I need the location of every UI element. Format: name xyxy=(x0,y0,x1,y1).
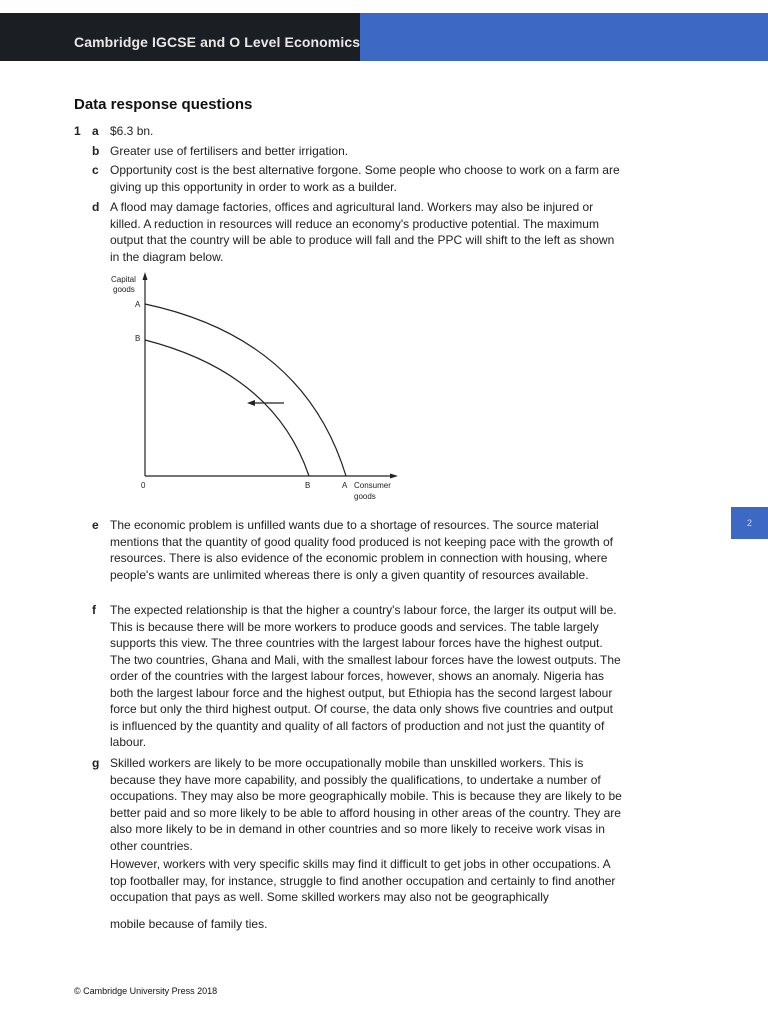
shift-arrow-head xyxy=(247,400,255,406)
answer-c: Opportunity cost is the best alternative forgone. Some people who choose to work on a farm are giving up this opportunity in order to work as a builder. xyxy=(110,163,620,194)
ppc-diagram xyxy=(104,268,404,508)
answer-g-paragraph-2: However, workers with very specific skills may find it difficult to get jobs in other occupations. A top footballer may, for instance, struggle to find another occupation and certainly to find another occupation that pays as well. Some skilled workers may also not be geographically xyxy=(110,857,616,904)
answer-e: The economic problem is unfilled wants due to a shortage of resources. The source material mentions that the quantity of good quality food produced is not keeping pace with the growth of resources. There is also evidence of the economic problem in connection with housing, where people's wants are unlimited whereas there is only a given quantity of resources available. xyxy=(110,518,613,582)
x-axis-arrow xyxy=(390,474,398,479)
origin-label: 0 xyxy=(141,481,146,490)
x-point-b: B xyxy=(305,481,311,490)
part-f-label: f xyxy=(92,603,96,617)
question-number: 1 xyxy=(74,124,81,138)
book-title: Cambridge IGCSE and O Level Economics xyxy=(74,34,361,50)
answer-f: The expected relationship is that the higher a country's labour force, the larger its output will be. This is because there will be more workers to produce goods and services. The table largely supports this view. The three countries with the largest labour forces have the highest output. The two countries, Ghana and Mali, with the smallest labour forces have the lowest outputs. The order of the countries with the largest labour forces, however, shows an anomaly. Nigeria has both the largest labour force and the highest output, but Ethiopia has the second largest labour force but only the third highest output. Of course, the data only shows five countries and output is influenced by the quantity and quality of all factors of production and not just the quantity of labour. xyxy=(110,603,621,749)
header-bar-blue xyxy=(360,13,768,61)
x-point-a: A xyxy=(342,481,348,490)
answer-g-paragraph-1: Skilled workers are likely to be more occupationally mobile than unskilled workers. This is because they have more capability, and possibly the qualifications, to undertake a number of occupations. They may also be more geographically mobile. This is because they are likely to be better paid and so more likely to be able to afford housing in other areas of the country. They are also more likely to be in demand in other countries and so more likely to receive work visas in other countries. xyxy=(110,756,622,853)
answer-g-paragraph-3: mobile because of family ties. xyxy=(110,917,268,931)
section-title: Data response questions xyxy=(74,96,253,113)
ppc-curve-a xyxy=(145,304,346,476)
part-d-label: d xyxy=(92,200,100,214)
page-number-tab: 2 xyxy=(731,507,768,539)
copyright-footer: © Cambridge University Press 2018 xyxy=(74,986,218,996)
y-axis-label-1: Capital xyxy=(111,275,136,284)
y-point-b: B xyxy=(135,334,141,343)
ppc-curve-b xyxy=(145,340,309,476)
part-a-label: a xyxy=(92,124,99,138)
x-axis-label-1: Consumer xyxy=(354,481,391,490)
part-c-label: c xyxy=(92,163,99,177)
part-b-label: b xyxy=(92,144,100,158)
y-axis-label-2: goods xyxy=(113,285,135,294)
part-g-label: g xyxy=(92,756,100,770)
y-axis-arrow xyxy=(143,272,148,280)
part-e-label: e xyxy=(92,518,99,532)
answer-d: A flood may damage factories, offices and agricultural land. Workers may also be injured or killed. A reduction in resources will reduce an economy's productive potential. The maximum output that the country will be able to produce will fall and the PPC will shift to the left as shown in the diagram below. xyxy=(110,200,615,264)
answer-b: Greater use of fertilisers and better irrigation. xyxy=(110,144,349,158)
y-point-a: A xyxy=(135,300,141,309)
answer-a: $6.3 bn. xyxy=(110,124,154,138)
x-axis-label-2: goods xyxy=(354,492,376,501)
